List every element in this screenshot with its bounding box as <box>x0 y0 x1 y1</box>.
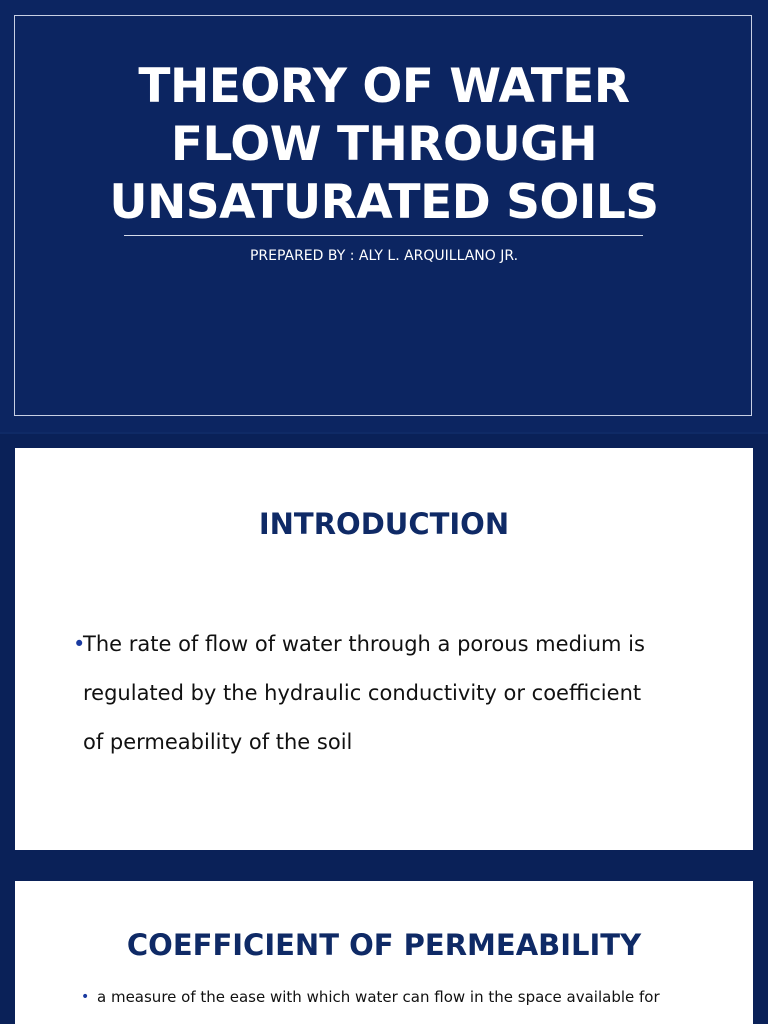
bullet-icon: • <box>73 632 86 656</box>
title-line-1: THEORY OF WATER <box>138 59 630 114</box>
introduction-bullet <box>73 620 723 767</box>
permeability-bullet-text: a measure of the ease with which water can flow in the space available for <box>97 988 660 1006</box>
slide-title <box>0 58 768 232</box>
title-slide <box>0 0 768 432</box>
title-line-2: FLOW THROUGH <box>170 117 598 172</box>
introduction-heading: INTRODUCTION <box>258 507 510 541</box>
bullet-line-3: of permeability of the soil <box>83 730 353 754</box>
permeability-bullet <box>81 987 737 1007</box>
introduction-card <box>15 448 753 850</box>
bullet-icon: • <box>81 989 90 1005</box>
author-subtitle: PREPARED BY : ALY L. ARQUILLANO JR. <box>249 248 519 264</box>
introduction-slide <box>0 434 768 865</box>
bullet-line-2: regulated by the hydraulic conductivity or coefficient <box>83 681 642 705</box>
permeability-heading: COEFFICIENT OF PERMEABILITY <box>126 928 642 962</box>
permeability-card <box>15 881 753 1024</box>
permeability-slide <box>0 865 768 1024</box>
title-divider <box>124 235 643 236</box>
bullet-line-1: The rate of flow of water through a porous medium is <box>83 632 645 656</box>
title-line-3: UNSATURATED SOILS <box>109 175 659 230</box>
